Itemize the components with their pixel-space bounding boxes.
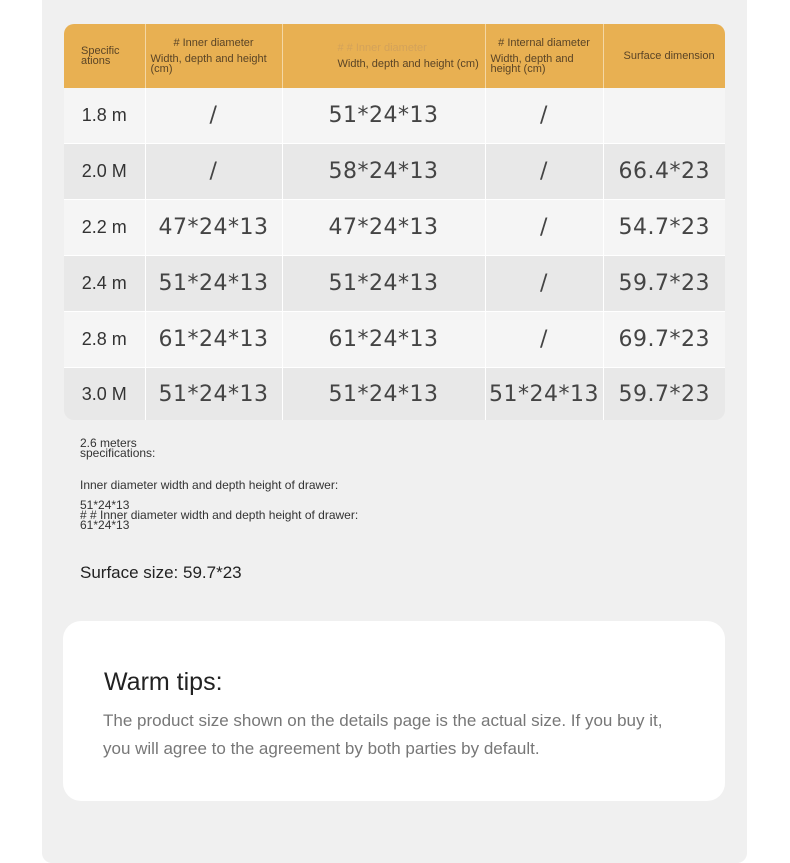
table-row — [64, 200, 725, 256]
note-inner-label: Inner diameter width and depth height of drawer: — [80, 478, 339, 492]
cell-inner-diameter-2: 51*24*13 — [282, 88, 485, 144]
cell-inner-diameter: 51*24*13 — [145, 256, 282, 312]
note-inner-value: 51*24*13 — [80, 498, 130, 512]
header-internal-diameter: # Internal diameter Width, depth and height (cm) — [485, 24, 603, 88]
table-header-row — [64, 24, 725, 88]
cell-internal-diameter: / — [485, 256, 603, 312]
row-label: 2.2 m — [64, 200, 145, 256]
header-inner-diameter: # Inner diameter Width, depth and height (cm) — [145, 24, 282, 88]
warm-tips-title: Warm tips: — [104, 668, 223, 696]
row-label: 3.0 M — [64, 368, 145, 421]
cell-inner-diameter: / — [145, 88, 282, 144]
header-inner-diameter-2: # # Inner diameter Width, depth and height (cm) — [282, 24, 485, 88]
cell-internal-diameter: / — [485, 312, 603, 368]
cell-inner-diameter-2: 51*24*13 — [282, 256, 485, 312]
header-surface-dimension: Surface dimension — [603, 24, 725, 88]
row-label: 2.0 M — [64, 144, 145, 200]
cell-surface-dimension: 66.4*23 — [603, 144, 725, 200]
table-row — [64, 256, 725, 312]
cell-surface-dimension: 59.7*23 — [603, 368, 725, 421]
cell-surface-dimension — [603, 88, 725, 144]
table-row — [64, 368, 725, 421]
row-label: 2.4 m — [64, 256, 145, 312]
cell-inner-diameter: / — [145, 144, 282, 200]
table-row — [64, 312, 725, 368]
cell-internal-diameter: / — [485, 200, 603, 256]
row-label: 1.8 m — [64, 88, 145, 144]
warm-tips-body: The product size shown on the details page is the actual size. If you buy it, you will agree to the agreement by both parties by default. — [103, 711, 663, 758]
cell-inner-diameter: 51*24*13 — [145, 368, 282, 421]
cell-surface-dimension: 59.7*23 — [603, 256, 725, 312]
cell-inner-diameter-2: 61*24*13 — [282, 312, 485, 368]
cell-internal-diameter: / — [485, 88, 603, 144]
cell-inner-diameter: 61*24*13 — [145, 312, 282, 368]
row-label: 2.8 m — [64, 312, 145, 368]
cell-internal-diameter: / — [485, 144, 603, 200]
cell-inner-diameter-2: 47*24*13 — [282, 200, 485, 256]
cell-internal-diameter: 51*24*13 — [485, 368, 603, 421]
table-row — [64, 144, 725, 200]
cell-inner-diameter-2: 58*24*13 — [282, 144, 485, 200]
note-inner2-label: # # Inner diameter width and depth height of drawer: 61*24*13 — [80, 508, 359, 532]
table-row — [64, 88, 725, 144]
size-specification-table — [64, 24, 725, 420]
header-specifications: Specific ations — [64, 24, 145, 88]
cell-surface-dimension: 69.7*23 — [603, 312, 725, 368]
cell-surface-dimension: 54.7*23 — [603, 200, 725, 256]
note-spec-title: 2.6 meters specifications: — [80, 436, 156, 460]
cell-inner-diameter: 47*24*13 — [145, 200, 282, 256]
cell-inner-diameter-2: 51*24*13 — [282, 368, 485, 421]
note-surface-size: Surface size: 59.7*23 — [80, 563, 242, 582]
warm-tips-card — [63, 621, 725, 801]
